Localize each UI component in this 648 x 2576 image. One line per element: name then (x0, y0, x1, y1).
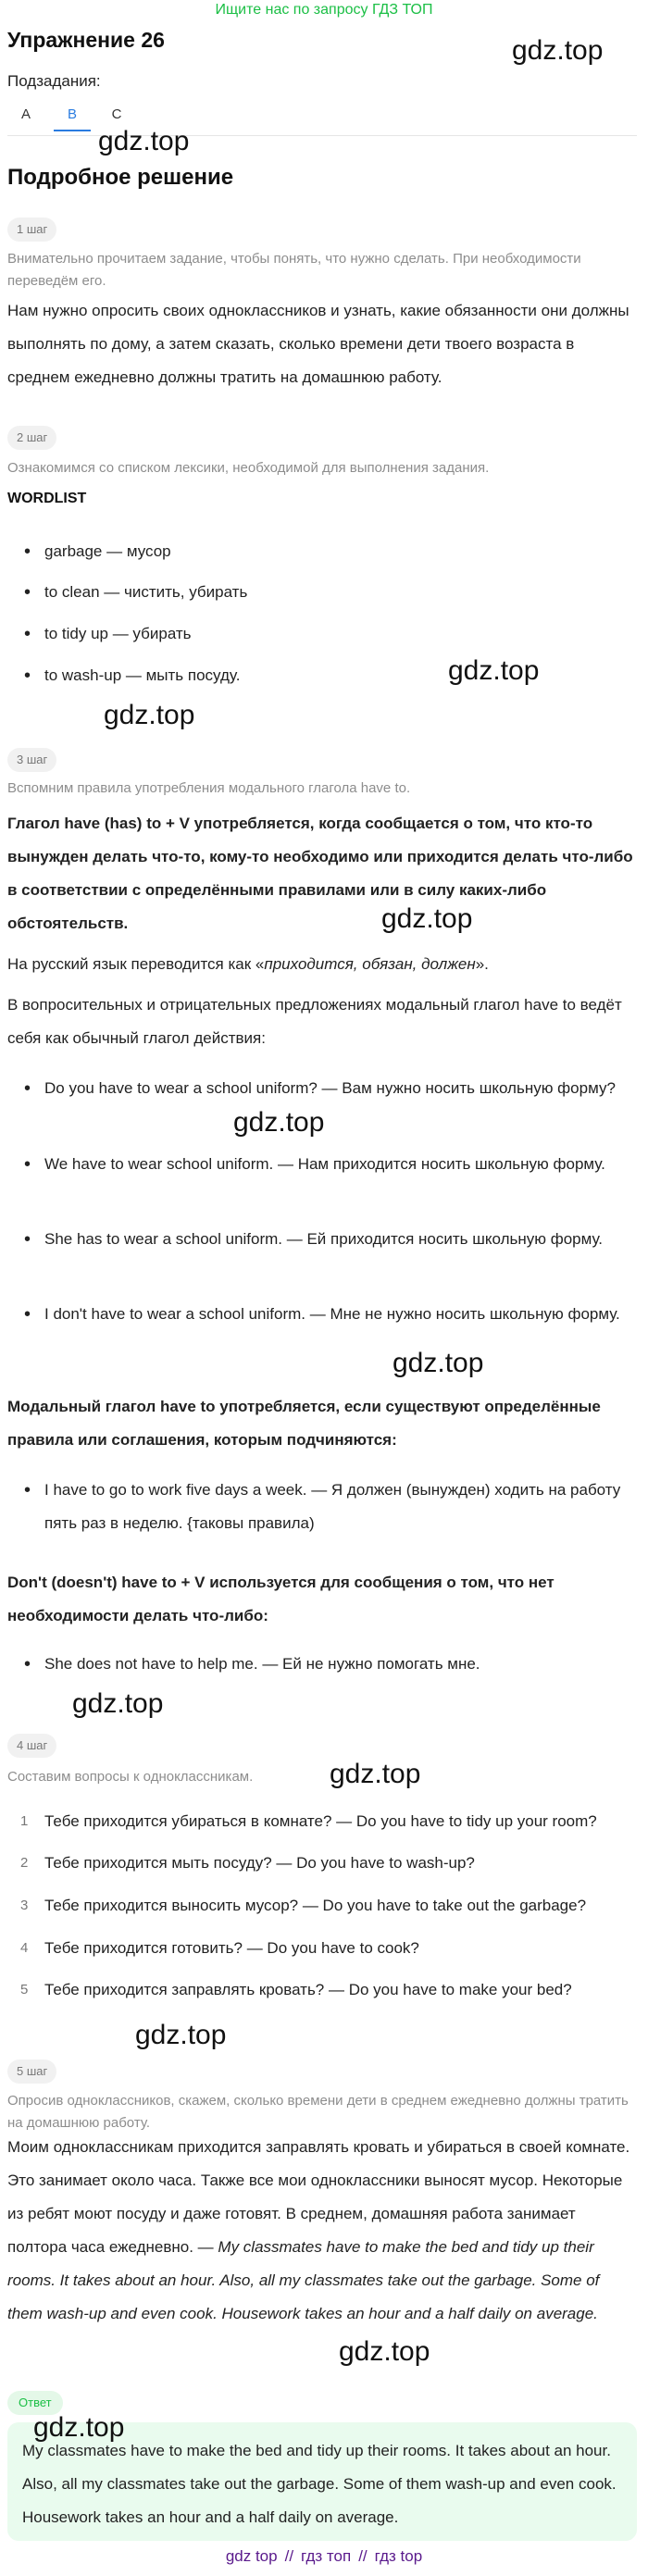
list-item: • to tidy up — убирать (24, 624, 192, 644)
rule-text: Модальный глагол have to употребляется, если существуют определённые правила или соглашения, которым подчиняются: (7, 1398, 601, 1449)
watermark: gdz.top (339, 2336, 430, 2367)
translation-line: На русский язык переводится как «приходится, обязан, должен». (7, 955, 489, 973)
watermark: gdz.top (381, 903, 473, 934)
step-hint: Вспомним правила употребления модального глагола have to. (7, 780, 411, 796)
list-item: • garbage — мусор (24, 541, 171, 562)
footer-links (0, 2547, 648, 2566)
page-title: Упражнение 26 (7, 28, 165, 52)
step-hint: Ознакомимся со списком лексики, необходимой для выполнения задания. (7, 460, 490, 476)
tab-b[interactable]: B (54, 104, 91, 131)
question-item: 4 Тебе приходится готовить? — Do you have to cook? (20, 1939, 419, 1957)
subtasks-label: Подзадания: (7, 72, 101, 90)
step-badge: 4 шаг (7, 1734, 56, 1758)
footer-link[interactable]: гдз топ (301, 2547, 352, 2565)
list-item: • to wash-up — мыть посуду. (24, 666, 241, 686)
list-item: • Do you have to wear a school uniform? — Вам нужно носить школьную форму? (24, 1078, 616, 1099)
watermark: gdz.top (233, 1107, 325, 1138)
question-item: 3 Тебе приходится выносить мусор? — Do you have to take out the garbage? (20, 1897, 587, 1914)
footer-link[interactable]: гдз top (374, 2547, 423, 2565)
step-badge: 5 шаг (7, 2060, 56, 2084)
step-badge: 3 шаг (7, 748, 56, 772)
watermark: gdz.top (393, 1348, 484, 1378)
question-item: 5 Тебе приходится заправлять кровать? — Do you have to make your bed? (20, 1981, 572, 1998)
list-item: • She does not have to help me. — Ей не нужно помогать мне. (24, 1654, 480, 1674)
top-banner[interactable]: Ищите нас по запросу ГДЗ ТОП (215, 2, 433, 18)
watermark: gdz.top (448, 655, 540, 686)
step-hint: Составим вопросы к одноклассникам. (7, 1769, 254, 1785)
watermark: gdz.top (72, 1688, 164, 1719)
list-item: • She has to wear a school uniform. — Ей приходится носить школьную форму. (24, 1229, 604, 1250)
step-text: Нам нужно опросить своих одноклассников и узнать, какие обязанности они должны выполнять по дому, а затем сказать, сколько времени дети твоего возраста в среднем ежедневно должны тратить на домашнюю работу. (7, 302, 629, 386)
step-badge: 2 шаг (7, 426, 56, 450)
watermark: gdz.top (98, 126, 190, 156)
footer-separator: // (358, 2547, 368, 2565)
question-item: 2 Тебе приходится мыть посуду? — Do you have to wash-up? (20, 1854, 475, 1872)
rule-text: В вопросительных и отрицательных предложениях модальный глагол have to ведёт себя как обычный глагол действия: (7, 996, 622, 1047)
list-item: • I don't have to wear a school uniform. — Мне не нужно носить школьную форму. (24, 1304, 620, 1325)
watermark: gdz.top (104, 700, 195, 730)
tab-a[interactable]: A (20, 106, 31, 122)
list-item: • I have to go to work five days a week. — Я должен (вынужден) ходить на работу пять раз в неделю. {таковы правила) (24, 1480, 621, 1532)
footer-separator: // (284, 2547, 294, 2565)
rule-text: Глагол have (has) to + V употребляется, когда сообщается о том, что кто-то вынужден делать что-то, кому-то необходимо или приходится делать что-либо в соответствии с определёнными правилами или в силу каких-либо обстоятельств. (7, 815, 633, 932)
list-item: • We have to wear school uniform. — Нам приходится носить школьную форму. (24, 1154, 605, 1175)
step-text: Моим одноклассникам приходится заправлять кровать и убираться в своей комнате. Это занимает около часа. Также все мои одноклассники выносят мусор. Некоторые из ребят моют посуду и даже готовят. В среднем, домашняя работа занимает полтора часа ежедневно. — My classmates have to make the bed and tidy up their rooms. It takes about an hour. Also, all my classmates take out the garbage. Some of them wash-up and even cook. Housework takes an hour and a half daily on average. (7, 2138, 630, 2322)
step-badge: 1 шаг (7, 218, 56, 242)
footer-link[interactable]: gdz top (225, 2547, 278, 2565)
watermark: gdz.top (330, 1759, 421, 1789)
question-item: 1 Тебе приходится убираться в комнате? — Do you have to tidy up your room? (20, 1812, 597, 1830)
tab-c[interactable]: C (111, 106, 122, 122)
watermark: gdz.top (33, 2412, 125, 2443)
answer-badge: Ответ (7, 2391, 63, 2415)
step-hint: Внимательно прочитаем задание, чтобы понять, что нужно сделать. При необходимости переведём его. (7, 251, 581, 289)
solution-heading: Подробное решение (7, 165, 234, 190)
watermark: gdz.top (135, 2020, 227, 2050)
answer-text: My classmates have to make the bed and tidy up their rooms. It takes about an hour. Also, all my classmates take out the garbage. Some of them wash-up and even cook. Housework takes an hour and a half daily on average. (22, 2442, 617, 2526)
list-item: • to clean — чистить, убирать (24, 582, 248, 603)
watermark: gdz.top (512, 35, 604, 66)
wordlist-title: WORDLIST (7, 491, 87, 506)
rule-text: Don't (doesn't) have to + V используется для сообщения о том, что нет необходимости делать что-либо: (7, 1574, 555, 1624)
step-hint: Опросив одноклассников, скажем, сколько времени дети в среднем ежедневно должны тратить на домашнюю работу. (7, 2093, 629, 2131)
